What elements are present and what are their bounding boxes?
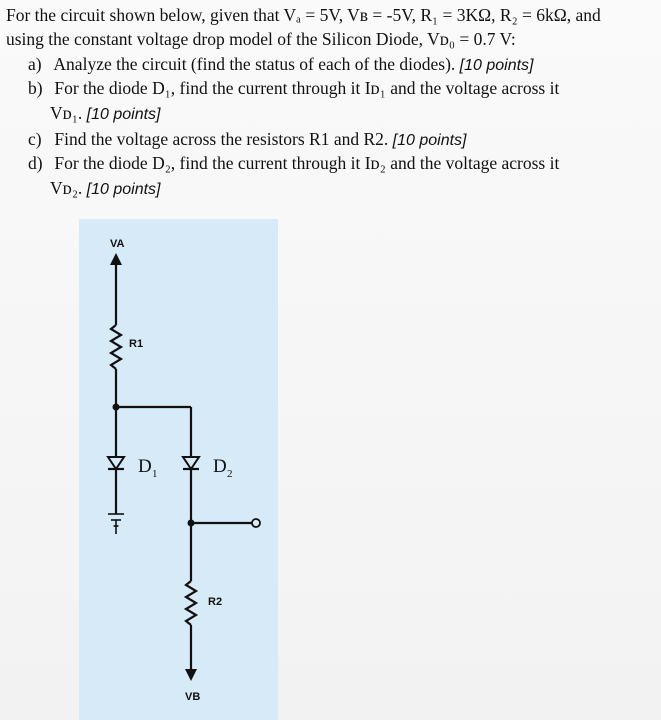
vb-label: VB [185, 691, 201, 703]
va-arrow-icon [110, 253, 122, 265]
question-d-label: d) [28, 153, 43, 173]
resistor-r2-icon [186, 581, 196, 625]
va-label: VA [110, 238, 125, 250]
question-d-points: [10 points] [86, 181, 161, 198]
diode-d2-icon [183, 457, 199, 469]
diode-d1-icon [108, 457, 124, 469]
r2-label: R2 [208, 596, 223, 608]
resistor-r1-icon [111, 325, 121, 369]
d2-sub: 2 [227, 468, 233, 480]
question-b [28, 76, 648, 127]
question-c-text: Find the voltage across the resistors R1 and R2. [54, 129, 389, 149]
question-d [28, 151, 648, 202]
circuit-svg [79, 219, 278, 720]
question-d-text2: Vᴅ₂. [50, 178, 83, 198]
question-c [28, 127, 648, 153]
question-b-text: For the diode D₁, find the current through it Iᴅ₁ and the voltage across it [54, 78, 560, 98]
question-a-text: Analyze the circuit (find the status of each of the diodes). [53, 54, 456, 74]
intro-line-1: For the circuit shown below, given that Vₐ = 5V, Vʙ = -5V, R₁ = 3KΩ, R₂ = 6kΩ, and [6, 5, 601, 25]
d1-sub: 1 [152, 468, 158, 480]
d1-label: D [138, 456, 152, 477]
question-c-points: [10 points] [392, 132, 467, 149]
question-d-text: For the diode D₂, find the current through it Iᴅ₂ and the voltage across it [54, 153, 560, 173]
d2-label: D [213, 456, 227, 477]
r1-label: R1 [129, 338, 144, 350]
question-a [28, 52, 648, 78]
question-b-points: [10 points] [86, 106, 161, 123]
question-c-label: c) [28, 129, 42, 149]
problem-intro [6, 3, 656, 51]
question-b-text2: Vᴅ₁. [50, 103, 83, 123]
circuit-diagram [79, 219, 278, 720]
question-a-points: [10 points] [459, 57, 534, 74]
question-b-label: b) [28, 78, 43, 98]
question-a-label: a) [28, 54, 42, 74]
intro-line-2: using the constant voltage drop model of the Silicon Diode, Vᴅ₀ = 0.7 V: [6, 29, 516, 49]
output-terminal-icon [252, 519, 260, 527]
vb-arrow-icon [185, 669, 197, 681]
